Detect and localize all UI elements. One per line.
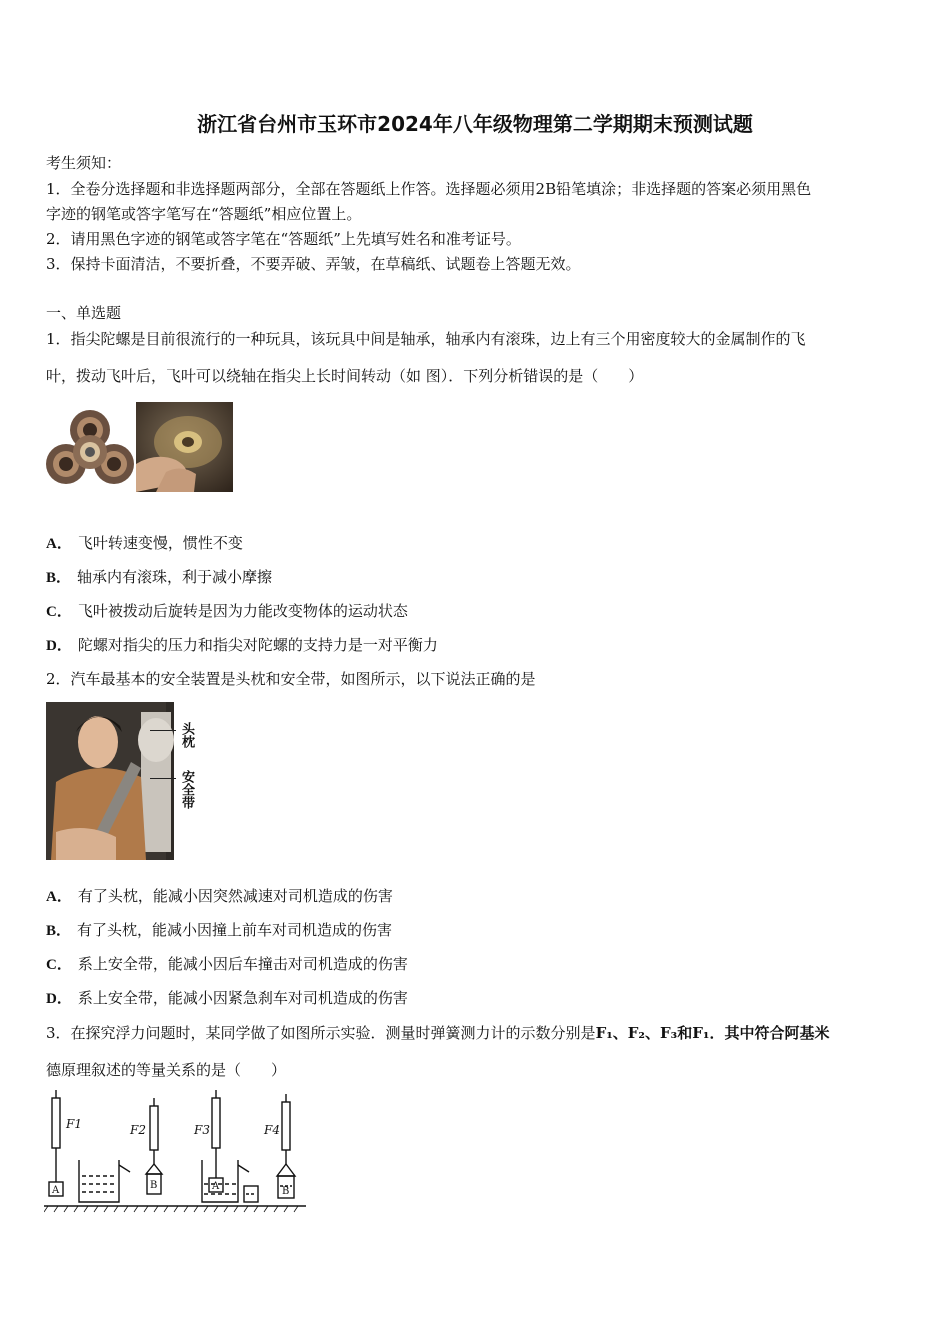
buoyancy-experiment-diagram xyxy=(44,1090,306,1216)
notice-item: 字迹的钢笔或答字笔写在“答题纸”相应位置上。 xyxy=(46,205,362,223)
option-letter: C． xyxy=(46,957,72,973)
notice-heading: 考生须知： xyxy=(46,154,122,172)
option-letter: A． xyxy=(46,889,72,905)
fidget-spinner-image xyxy=(46,400,134,492)
notice-item: 2．请用黑色字迹的钢笔或答字笔在“答题纸”上先填写姓名和准考证号。 xyxy=(46,230,521,248)
option-text: 有了头枕，能减小因突然减速对司机造成的伤害 xyxy=(77,887,393,905)
block-label: B xyxy=(150,1180,158,1191)
option-text: 飞叶被拨动后旋转是因为力能改变物体的运动状态 xyxy=(77,602,408,620)
force-label-f2: F2 xyxy=(130,1123,146,1137)
option-text: 系上安全带，能减小因后车撞击对司机造成的伤害 xyxy=(77,955,408,973)
option-letter: D． xyxy=(46,638,72,654)
force-label-f3: F3 xyxy=(194,1123,210,1137)
option-text: 有了头枕，能减小因撞上前车对司机造成的伤害 xyxy=(77,921,393,939)
option-text: 系上安全带，能减小因紧急刹车对司机造成的伤害 xyxy=(77,989,408,1007)
block-label: A xyxy=(52,1185,60,1196)
car-seat-photo xyxy=(46,702,196,860)
q2-option-d[interactable] xyxy=(46,987,408,1008)
q3-force-list: F₁、F₂、F₃和F₁．其中符合阿基米 xyxy=(595,1024,830,1042)
option-letter: D． xyxy=(46,991,72,1007)
question-3-text: 德原理叙述的等量关系的是（ ） xyxy=(46,1061,287,1079)
headrest-label: 头枕 xyxy=(179,722,194,748)
q1-option-d[interactable] xyxy=(46,634,438,655)
q1-option-c[interactable] xyxy=(46,600,408,621)
page-title: 浙江省台州市玉环市2024年八年级物理第二学期期末预测试题 xyxy=(197,112,753,136)
notice-item: 3．保持卡面清洁，不要折叠，不要弄破、弄皱，在草稿纸、试题卷上答题无效。 xyxy=(46,255,581,273)
question-1-text: 叶，拨动飞叶后，飞叶可以绕轴在指尖上长时间转动（如 图）．下列分析错误的是（ ） xyxy=(46,367,644,385)
q2-option-b[interactable] xyxy=(46,919,392,940)
option-letter: B． xyxy=(46,923,72,939)
block-label: A xyxy=(212,1181,220,1192)
option-letter: B． xyxy=(46,570,72,586)
option-text: 陀螺对指尖的压力和指尖对陀螺的支持力是一对平衡力 xyxy=(77,636,438,654)
q1-option-b[interactable] xyxy=(46,566,272,587)
option-text: 飞叶转速变慢，惯性不变 xyxy=(77,534,243,552)
section-heading: 一、单选题 xyxy=(46,304,122,322)
question-3-text xyxy=(46,1022,829,1043)
seatbelt-label: 安全带 xyxy=(179,770,194,809)
option-letter: A． xyxy=(46,536,72,552)
notice-item: 1．全卷分选择题和非选择题两部分，全部在答题纸上作答。选择题必须用2B铅笔填涂；非选择题的答案必须用黑色 xyxy=(46,180,812,198)
headrest-pointer xyxy=(150,730,176,731)
seatbelt-pointer xyxy=(150,778,176,779)
option-text: 轴承内有滚珠，利于减小摩擦 xyxy=(77,568,273,586)
spinning-spinner-photo xyxy=(136,402,233,492)
option-letter: C． xyxy=(46,604,72,620)
force-label-f4: F4 xyxy=(264,1123,280,1137)
q2-option-a[interactable] xyxy=(46,885,393,906)
force-label-f1: F1 xyxy=(66,1117,82,1131)
question-1-text: 1．指尖陀螺是目前很流行的一种玩具，该玩具中间是轴承，轴承内有滚珠，边上有三个用密度较大的金属制作的飞 xyxy=(46,330,806,348)
q1-option-a[interactable] xyxy=(46,532,243,553)
q2-option-c[interactable] xyxy=(46,953,408,974)
question-2-text: 2．汽车最基本的安全装置是头枕和安全带，如图所示，以下说法正确的是 xyxy=(46,670,536,688)
block-label: B xyxy=(282,1186,290,1197)
q3-text-part: 3．在探究浮力问题时，某同学做了如图所示实验．测量时弹簧测力计的示数分别是 xyxy=(46,1024,596,1042)
